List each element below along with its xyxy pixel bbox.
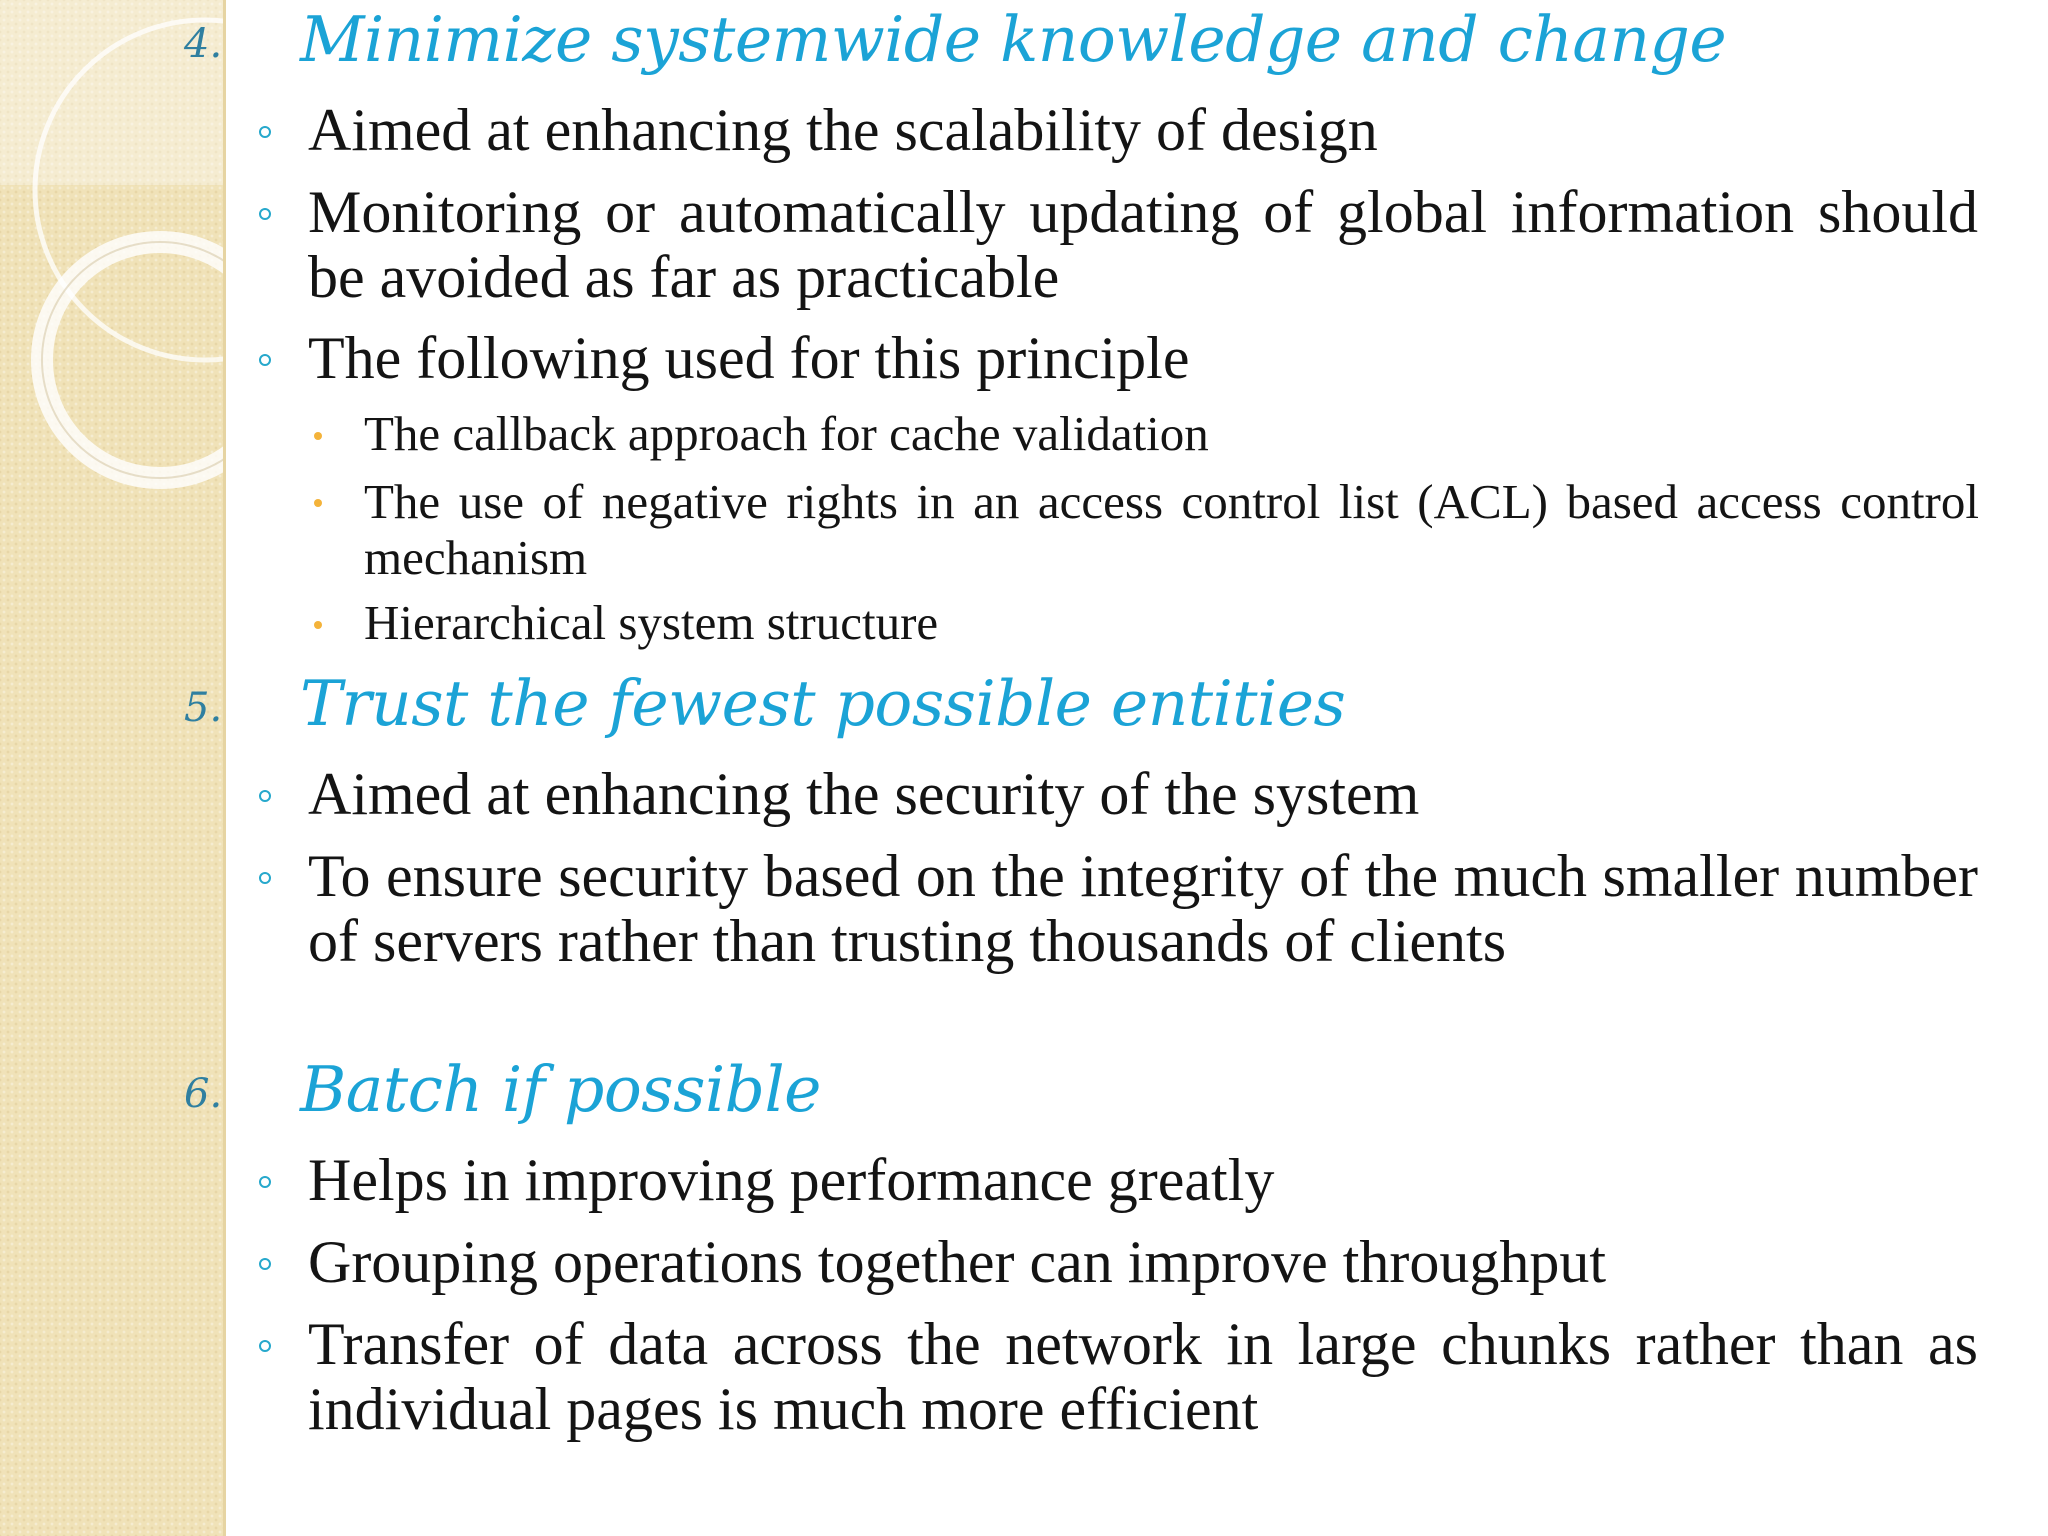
- bullet-ring-icon: [259, 1176, 271, 1188]
- bullet-ring-icon: [259, 126, 271, 138]
- bullet-ring-icon: [259, 208, 271, 220]
- bullet-text: Monitoring or automatically updating of global information should be avoided as far as practicable: [308, 179, 1978, 310]
- principle-number: 6.: [184, 1071, 223, 1117]
- bullet-ring-icon: [259, 1340, 271, 1352]
- slide-content: [184, 0, 2048, 1536]
- bullet-text: The following used for this principle: [308, 325, 1190, 391]
- bullet-ring-icon: [259, 354, 271, 366]
- bullet-text: Aimed at enhancing the security of the system: [308, 761, 1420, 827]
- bullet-text: Aimed at enhancing the scalability of design: [308, 97, 1378, 163]
- sub-bullet-text: The use of negative rights in an access control list (ACL) based access control mechanism: [364, 474, 1979, 585]
- principle-number: 4.: [184, 21, 223, 67]
- bullet-text: Helps in improving performance greatly: [308, 1147, 1275, 1213]
- bullet-text: Grouping operations together can improve throughput: [308, 1229, 1607, 1295]
- sub-bullet-dot-icon: [314, 621, 322, 629]
- decorative-sidebar: [0, 0, 226, 1536]
- principle-heading: Minimize systemwide knowledge and change: [300, 3, 1727, 76]
- bullet-ring-icon: [259, 1258, 271, 1270]
- sub-bullet-dot-icon: [314, 499, 322, 507]
- principle-heading: Trust the fewest possible entities: [300, 667, 1346, 740]
- bullet-text: Transfer of data across the network in large chunks rather than as individual pages is much more efficient: [308, 1311, 1978, 1442]
- sub-bullet-dot-icon: [314, 432, 322, 440]
- sub-bullet-text: The callback approach for cache validation: [364, 406, 1209, 461]
- bullet-text: To ensure security based on the integrity of the much smaller number of servers rather than trusting thousands of clients: [308, 843, 1978, 974]
- bullet-ring-icon: [259, 872, 271, 884]
- principle-heading: Batch if possible: [300, 1053, 821, 1126]
- decorative-rings: [0, 0, 226, 1536]
- principle-number: 5.: [184, 685, 223, 731]
- bullet-ring-icon: [259, 790, 271, 802]
- sub-bullet-text: Hierarchical system structure: [364, 595, 939, 650]
